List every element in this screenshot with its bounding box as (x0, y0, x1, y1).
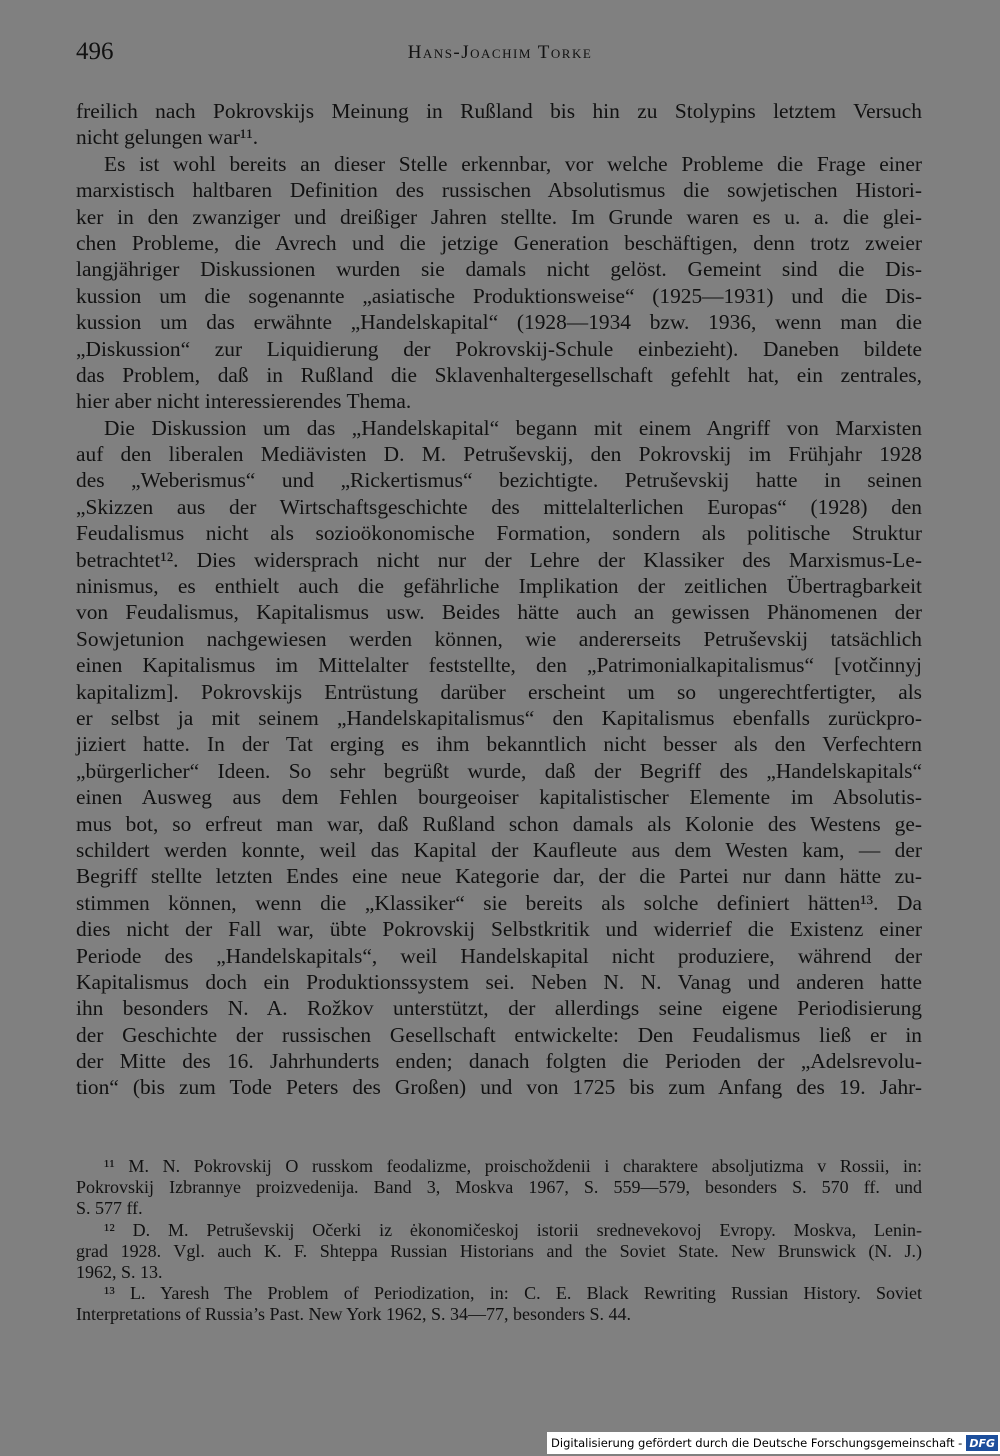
text-line: einen Kapitalismus im Mittelalter feststellte, den „Patrimonialkapitalismus“ [votčinnyj (76, 653, 922, 678)
text-line: dies nicht der Fall war, übte Pokrovskij Selbstkritik und widerrief die Existenz einer (76, 917, 922, 942)
footnote-line: Pokrovskij Izbrannye proizvedenija. Band 3, Moskva 1967, S. 559—579, besonders S. 570 ff. und (76, 1177, 922, 1198)
text-line: betrachtet¹². Dies widersprach nicht nur der Lehre der Klassiker des Marxismus-Le- (76, 547, 922, 572)
digitization-credit (547, 1432, 1000, 1454)
text-line: kussion um das erwähnte „Handelskapital“ (1928—1934 bzw. 1936, wenn man die (76, 310, 922, 335)
text-line: kussion um die sogenannte „asiatische Produktionsweise“ (1925—1931) und die Dis- (76, 283, 922, 308)
dfg-logo-icon: DFG (966, 1435, 998, 1451)
text-line: „bürgerlicher“ Ideen. So sehr begrüßt wurde, daß der Begriff des „Handelskapitals“ (76, 758, 922, 783)
text-line: kapitalizm]. Pokrovskijs Entrüstung darüber erscheint um so ungerechtfertigter, als (76, 679, 922, 704)
footnote-line: grad 1928. Vgl. auch K. F. Shteppa Russian Historians and the Soviet State. New Brunswick (N. J.) (76, 1240, 922, 1261)
footnotes (76, 1156, 922, 1326)
text-line: ker in den zwanziger und dreißiger Jahren stellte. Im Grunde waren es u. a. die glei- (76, 204, 922, 229)
text-line: langjähriger Diskussionen wurden sie damals nicht gelöst. Gemeint sind die Dis- (76, 257, 922, 282)
text-line: Sowjetunion nachgewiesen werden können, wie andererseits Petruševskij tatsächlich (76, 626, 922, 651)
text-line: freilich nach Pokrovskijs Meinung in Rußland bis hin zu Stolypins letztem Versuch (76, 99, 922, 123)
page-header (76, 38, 924, 72)
footnote-line: ¹³ L. Yaresh The Problem of Periodization, in: C. E. Black Rewriting Russian History. Soviet (104, 1283, 922, 1304)
footnote-line: Interpretations of Russia’s Past. New York 1962, S. 34—77, besonders S. 44. (76, 1304, 631, 1325)
text-line: das Problem, daß in Rußland die Sklavenhaltergesellschaft gefehlt hat, ein zentrales, (76, 362, 922, 387)
text-line: von Feudalismus, Kapitalismus usw. Beides hätte auch an gewissen Phänomenen der (76, 600, 922, 625)
text-line: nicht gelungen war¹¹. (76, 125, 259, 150)
footnote-line: 1962, S. 13. (76, 1261, 163, 1282)
text-line: der Mitte des 16. Jahrhunderts enden; danach folgten die Perioden der „Adelsrevolu- (76, 1049, 922, 1074)
text-line: er selbst ja mit seinem „Handelskapitalismus“ den Kapitalismus ebenfalls zurückpro- (76, 705, 922, 730)
text-line: Begriff stellte letzten Endes eine neue Kategorie dar, der die Partei nur dann hätte zu- (76, 864, 922, 889)
text-line: Kapitalismus doch ein Produktionssystem sei. Neben N. N. Vanag und anderen hatte (76, 969, 922, 994)
text-line: jiziert hatte. In der Tat erging es ihm bekanntlich nicht besser als den Verfechtern (76, 732, 922, 757)
text-line: einen Ausweg aus dem Fehlen bourgeoiser kapitalistischer Elemente im Absolutis- (76, 785, 922, 810)
text-line: Periode des „Handelskapitals“, weil Handelskapital nicht produziere, während der (76, 943, 922, 968)
text-line: „Diskussion“ zur Liquidierung der Pokrovskij-Schule einbezieht). Daneben bildete (76, 336, 922, 361)
text-line: marxistisch haltbaren Definition des russischen Absolutismus die sowjetischen Histori- (76, 178, 922, 203)
main-text (76, 98, 922, 1101)
text-line: Feudalismus nicht als sozioökonomische Formation, sondern als politische Struktur (76, 521, 922, 546)
credit-text: Digitalisierung gefördert durch die Deutsche Forschungsgemeinschaft - (551, 1436, 963, 1450)
text-line: Es ist wohl bereits an dieser Stelle erkennbar, vor welche Probleme die Frage einer (104, 151, 922, 176)
text-line: Die Diskussion um das „Handelskapital“ begann mit einem Angriff von Marxisten (104, 415, 922, 440)
text-line: tion“ (bis zum Tode Peters des Großen) und von 1725 bis zum Anfang des 19. Jahr- (76, 1075, 922, 1100)
text-line: stimmen können, wenn die „Klassiker“ sie bereits als solche definiert hätten¹³. Da (76, 890, 922, 915)
footnote-line: ¹¹ M. N. Pokrovskij O russkom feodalizme, proischoždenii i charaktere absoljutizma v Rossii, in: (104, 1156, 922, 1176)
page-number: 496 (76, 38, 114, 65)
text-line: chen Probleme, die Avrech und die jetzige Generation beschäftigen, denn trotz zweier (76, 230, 922, 255)
text-line: des „Weberismus“ und „Rickertismus“ bezichtigte. Petruševskij hatte in seinen (76, 468, 922, 493)
text-line: „Skizzen aus der Wirtschaftsgeschichte des mittelalterlichen Europas“ (1928) den (76, 494, 922, 519)
footnote-line: ¹² D. M. Petruševskij Očerki iz ėkonomičeskoj istorii srednevekovoj Evropy. Moskva, Lenin- (104, 1219, 922, 1240)
text-line: hier aber nicht interessierendes Thema. (76, 389, 412, 414)
running-head: Hans-Joachim Torke (407, 42, 593, 63)
text-line: ihn besonders N. A. Rožkov unterstützt, der allerdings seine eigene Periodisierung (76, 996, 922, 1021)
text-line: mus bot, so erfreut man war, daß Rußland schon damals als Kolonie des Westens ge- (76, 811, 922, 836)
text-line: schildert werden konnte, weil das Kapital der Kaufleute aus dem Westen kam, — der (76, 837, 922, 862)
footnote-line: S. 577 ff. (76, 1198, 143, 1219)
text-line: auf den liberalen Mediävisten D. M. Petruševskij, den Pokrovskij im Frühjahr 1928 (76, 442, 922, 467)
text-line: der Geschichte der russischen Gesellschaft entwickelte: Den Feudalismus ließ er in (76, 1022, 922, 1047)
text-line: ninismus, es enthielt auch die gefährliche Implikation der zeitlichen Übertragbarkeit (76, 574, 922, 599)
